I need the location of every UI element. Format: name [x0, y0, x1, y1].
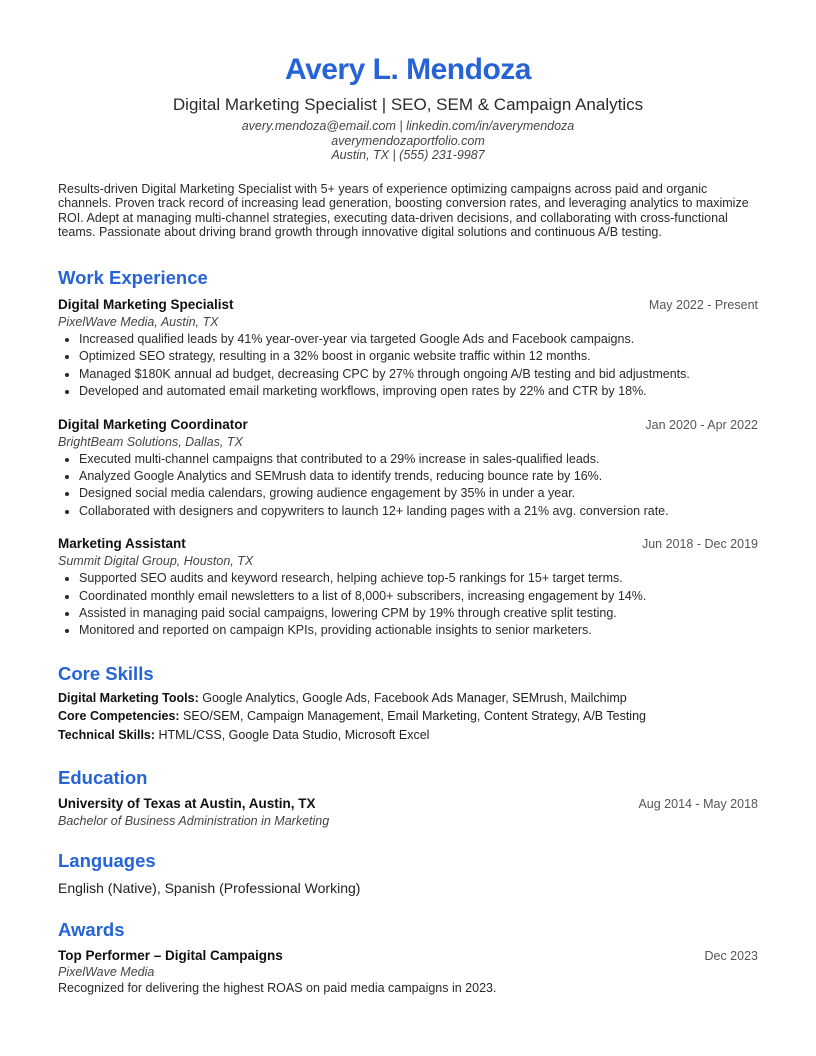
bullet-item: • Assisted in managing paid social campaigns, lowering CPM by 19% through creative split testing.	[79, 605, 758, 622]
work-experience-section	[58, 266, 758, 640]
bullet-item: • Designed social media calendars, growing audience engagement by 35% in under a year.	[79, 485, 758, 502]
section-title-languages: Languages	[58, 850, 156, 872]
contact-email-linkedin: avery.mendoza@email.com | linkedin.com/in/averymendoza	[241, 119, 575, 133]
bullet-item: • Monitored and reported on campaign KPIs, providing actionable insights to senior marketers.	[79, 622, 758, 639]
skill-value: SEO/SEM, Campaign Management, Email Marketing, Content Strategy, A/B Testing	[179, 709, 646, 724]
job-dates: Jun 2018 - Dec 2019	[641, 537, 758, 552]
job-entry	[58, 535, 758, 640]
degree: Bachelor of Business Administration in Marketing	[58, 814, 330, 829]
job-title: Digital Marketing Coordinator	[58, 416, 248, 432]
skill-line	[58, 707, 758, 726]
job-bullets	[58, 570, 758, 640]
professional-summary: Results-driven Digital Marketing Specialist with 5+ years of experience optimizing campaigns across paid and organic channels. Proven track record of increasing lead generation, boosting conversion rates, and leveraging analytics to maximize ROI. Adept at managing multi-channel strategies, executing data-driven decisions, and collaborating with cross-functional teams. Passionate about driving brand growth through innovative digital solutions and continuous A/B testing.	[58, 181, 749, 240]
award-name: Top Performer – Digital Campaigns	[58, 948, 283, 964]
education-section	[58, 766, 758, 830]
languages-text: English (Native), Spanish (Professional Working)	[58, 880, 361, 897]
job-company: Summit Digital Group, Houston, TX	[58, 554, 254, 569]
skill-line	[58, 726, 758, 745]
skill-label: Core Competencies:	[58, 709, 180, 724]
education-dates: Aug 2014 - May 2018	[638, 797, 758, 812]
award-description: Recognized for delivering the highest ROAS on paid media campaigns in 2023.	[58, 981, 497, 996]
job-entry	[58, 296, 758, 401]
bullet-item: • Coordinated monthly email newsletters to a list of 8,000+ subscribers, increasing engagement by 14%.	[79, 588, 758, 605]
section-title-core-skills: Core Skills	[58, 662, 154, 684]
job-bullets	[58, 451, 758, 521]
bullet-item: • Supported SEO audits and keyword research, helping achieve top-5 rankings for 15+ target terms.	[79, 570, 758, 587]
core-skills-section	[58, 662, 758, 745]
job-bullets	[58, 331, 758, 401]
job-dates: May 2022 - Present	[648, 297, 758, 312]
job-company: BrightBeam Solutions, Dallas, TX	[58, 434, 243, 449]
skill-label: Digital Marketing Tools:	[58, 690, 199, 705]
contact-location-phone: Austin, TX | (555) 231-9987	[331, 148, 485, 162]
section-title-work-experience: Work Experience	[58, 266, 208, 288]
school-name: University of Texas at Austin, Austin, TX	[58, 796, 316, 812]
job-title: Marketing Assistant	[58, 536, 186, 552]
awards-section	[58, 918, 758, 996]
job-company: PixelWave Media, Austin, TX	[58, 314, 219, 329]
bullet-item: • Collaborated with designers and copywriters to launch 12+ landing pages with a 21% avg. conversion rate.	[79, 503, 758, 520]
job-entry	[58, 416, 758, 521]
job-title: Digital Marketing Specialist	[58, 296, 234, 312]
bullet-item: • Managed $180K annual ad budget, decreasing CPC by 27% through ongoing A/B testing and bid adjustments.	[79, 366, 758, 383]
bullet-item: • Increased qualified leads by 41% year-over-year via targeted Google Ads and Facebook campaigns.	[79, 331, 758, 348]
languages-section	[58, 849, 758, 898]
skill-value: HTML/CSS, Google Data Studio, Microsoft Excel	[155, 727, 430, 742]
bullet-item: • Optimized SEO strategy, resulting in a 32% boost in organic website traffic within 12 months.	[79, 348, 758, 365]
skill-label: Technical Skills:	[58, 727, 156, 742]
job-dates: Jan 2020 - Apr 2022	[645, 417, 758, 432]
section-title-awards: Awards	[58, 919, 125, 941]
bullet-item: • Analyzed Google Analytics and SEMrush data to identify trends, reducing bounce rate by 16%.	[79, 468, 758, 485]
resume-header	[58, 0, 758, 163]
bullet-item: • Executed multi-channel campaigns that contributed to a 29% increase in sales-qualified leads.	[79, 451, 758, 468]
contact-info	[58, 119, 758, 163]
section-title-education: Education	[58, 767, 148, 789]
award-date: Dec 2023	[704, 949, 758, 964]
award-org: PixelWave Media	[58, 965, 155, 980]
headline: Digital Marketing Specialist | SEO, SEM & Campaign Analytics	[172, 95, 644, 114]
candidate-name: Avery L. Mendoza	[285, 53, 531, 86]
skill-line	[58, 689, 758, 708]
contact-portfolio: averymendozaportfolio.com	[331, 133, 485, 148]
bullet-item: • Developed and automated email marketing workflows, improving open rates by 22% and CTR by 18%.	[79, 383, 758, 400]
skill-value: Google Analytics, Google Ads, Facebook Ads Manager, SEMrush, Mailchimp	[198, 690, 627, 705]
